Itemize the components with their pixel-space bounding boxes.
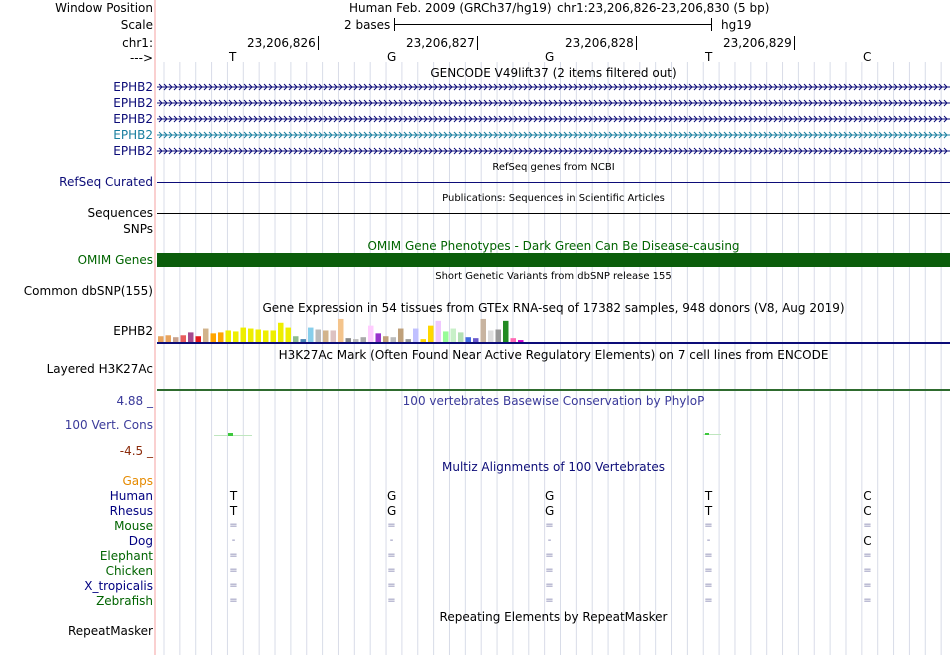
species-label-elephant[interactable]: Elephant: [99, 549, 153, 563]
base-2: G: [387, 50, 397, 64]
coord-4: 23,206,829: [723, 36, 795, 50]
base-1: T: [229, 50, 237, 64]
transcript-2: [157, 100, 950, 106]
alignment-base: G: [387, 489, 397, 503]
gene-label-1[interactable]: EPHB2: [113, 80, 153, 94]
alignment-base: =: [229, 520, 238, 531]
coord-3: 23,206,828: [565, 36, 637, 50]
gtex-bar-25: [338, 319, 344, 342]
sequences-line[interactable]: [157, 213, 950, 214]
gene-label-4[interactable]: EPHB2: [113, 128, 153, 142]
scale-label: Scale: [120, 18, 153, 32]
alignment-base: G: [545, 489, 555, 503]
alignment-base: C: [863, 534, 872, 548]
scale-text: 2 bases: [344, 18, 391, 32]
publications-track-title[interactable]: Publications: Sequences in Scientific Articles: [442, 193, 665, 204]
coord-2: 23,206,827: [406, 36, 478, 50]
gtex-bar-29: [368, 326, 374, 342]
alignment-base: =: [545, 580, 554, 591]
alignment-base: =: [229, 550, 238, 561]
species-label-chicken[interactable]: Chicken: [105, 564, 153, 578]
alignment-base: =: [229, 565, 238, 576]
gtex-bar-33: [398, 329, 404, 342]
window-position-text: chr1:23,206,826-23,206,830 (5 bp): [557, 1, 770, 15]
h3k27ac-signal[interactable]: [157, 389, 950, 391]
alignment-base: -: [547, 535, 552, 546]
transcript-5: [157, 148, 950, 154]
phylop-peak-1: [228, 433, 233, 436]
species-label-zebrafish[interactable]: Zebrafish: [96, 594, 153, 608]
base-4: T: [705, 50, 713, 64]
snps-label[interactable]: SNPs: [123, 222, 153, 236]
gtex-bar-45: [488, 330, 494, 342]
gtex-bar-35: [413, 329, 419, 342]
strand-label: --->: [129, 51, 153, 65]
gtex-bar-11: [233, 331, 239, 342]
alignment-base: =: [863, 520, 872, 531]
alignment-base: T: [229, 504, 238, 518]
transcript-3: [157, 116, 950, 122]
alignment-base: -: [706, 535, 711, 546]
alignment-base: =: [545, 595, 554, 606]
gtex-bar-14: [256, 330, 262, 343]
alignment-base: =: [863, 580, 872, 591]
species-label-human[interactable]: Human: [109, 489, 153, 503]
refseq-line[interactable]: [157, 182, 950, 183]
gtex-bar-12: [241, 328, 247, 342]
species-label-x_tropicalis[interactable]: X_tropicalis: [84, 579, 153, 593]
phylop-peak-2: [705, 433, 709, 435]
alignment-base: G: [387, 504, 397, 518]
alignment-base: =: [387, 580, 396, 591]
alignment-base: T: [704, 504, 713, 518]
alignment-base: =: [229, 580, 238, 591]
gtex-bar-22: [316, 330, 322, 343]
species-label-rhesus[interactable]: Rhesus: [109, 504, 153, 518]
alignment-base: -: [231, 535, 236, 546]
db-name: hg19: [721, 18, 752, 32]
gtex-bar-17: [278, 323, 284, 342]
gtex-bar-4: [181, 335, 187, 342]
gtex-bar-47: [503, 321, 509, 342]
gtex-bar-13: [248, 329, 254, 342]
cons-max-label: 4.88 _: [116, 394, 153, 408]
omim-label[interactable]: OMIM Genes: [77, 253, 153, 267]
gtex-bar-40: [451, 329, 457, 342]
chr-label: chr1:: [122, 36, 153, 50]
phylop-signal-1: [214, 435, 252, 436]
window-position-label: Window Position: [55, 1, 153, 15]
transcript-1: [157, 84, 950, 90]
gene-label-2[interactable]: EPHB2: [113, 96, 153, 110]
scale-bar-right-tick: [711, 18, 712, 31]
assembly-title: Human Feb. 2009 (GRCh37/hg19): [349, 1, 552, 15]
base-5: C: [863, 50, 872, 64]
gtex-bar-18: [286, 328, 292, 342]
species-label-dog[interactable]: Dog: [128, 534, 153, 548]
h3k27ac-label[interactable]: Layered H3K27Ac: [46, 362, 153, 376]
gtex-bar-16: [271, 330, 277, 342]
alignment-base: =: [863, 550, 872, 561]
repeatmasker-track-title[interactable]: Repeating Elements by RepeatMasker: [439, 610, 668, 624]
transcript-4: [157, 132, 950, 138]
gene-label-5[interactable]: EPHB2: [113, 144, 153, 158]
alignment-base: =: [704, 595, 713, 606]
coord-1: 23,206,826: [247, 36, 319, 50]
scale-bar: [394, 24, 712, 25]
alignment-base: =: [863, 565, 872, 576]
phylop-track-title[interactable]: 100 vertebrates Basewise Conservation by PhyloP: [402, 394, 705, 408]
h3k27ac-track-title[interactable]: H3K27Ac Mark (Often Found Near Active Regulatory Elements) on 7 cell lines from ENCODE: [278, 348, 829, 362]
sequences-label[interactable]: Sequences: [87, 206, 153, 220]
alignment-base: =: [545, 565, 554, 576]
base-3: G: [545, 50, 555, 64]
omim-track-title[interactable]: OMIM Gene Phenotypes - Dark Green Can Be Disease-causing: [367, 239, 740, 253]
gtex-gene-label[interactable]: EPHB2: [113, 324, 153, 338]
gtex-bar-37: [428, 326, 434, 342]
alignment-base: T: [704, 489, 713, 503]
gtex-bar-23: [323, 330, 329, 342]
alignment-base: C: [863, 504, 872, 518]
alignment-base: =: [704, 550, 713, 561]
gtex-bar-7: [203, 329, 209, 342]
dbsnp-label[interactable]: Common dbSNP(155): [23, 284, 153, 298]
cons-min-label: -4.5 _: [119, 444, 153, 458]
alignment-base: C: [863, 489, 872, 503]
alignment-base: =: [704, 520, 713, 531]
gtex-bar-24: [331, 330, 337, 342]
multiz-track-title[interactable]: Multiz Alignments of 100 Vertebrates: [441, 460, 666, 474]
gene-label-3[interactable]: EPHB2: [113, 112, 153, 126]
scale-bar-left-tick: [394, 18, 395, 31]
species-label-mouse[interactable]: Mouse: [114, 519, 153, 533]
gtex-bar-8: [211, 333, 217, 342]
gencode-transcripts[interactable]: [157, 80, 950, 158]
gtex-bar-10: [226, 330, 232, 342]
omim-bar[interactable]: [157, 253, 950, 267]
alignment-base: -: [389, 535, 394, 546]
alignment-base: =: [387, 520, 396, 531]
gtex-bar-38: [436, 321, 442, 342]
alignment-base: =: [863, 595, 872, 606]
gencode-track-title[interactable]: GENCODE V49lift37 (2 items filtered out): [430, 66, 677, 80]
alignment-base: =: [704, 580, 713, 591]
alignment-base: =: [704, 565, 713, 576]
gtex-bar-chart[interactable]: [157, 317, 557, 343]
alignment-base: =: [229, 595, 238, 606]
cons-label[interactable]: 100 Vert. Cons: [64, 418, 153, 432]
gtex-bar-5: [188, 332, 194, 342]
refseq-label[interactable]: RefSeq Curated: [59, 175, 153, 189]
gtex-bar-41: [458, 332, 464, 342]
alignment-base: G: [545, 504, 555, 518]
gtex-bar-30: [376, 333, 382, 342]
dbsnp-track-title[interactable]: Short Genetic Variants from dbSNP release 155: [435, 271, 672, 282]
gtex-bar-15: [263, 330, 269, 342]
alignment-base: T: [229, 489, 238, 503]
alignment-base: =: [545, 550, 554, 561]
gtex-bar-2: [166, 335, 172, 342]
gtex-bar-39: [443, 331, 449, 342]
gtex-bar-9: [218, 332, 224, 342]
refseq-track-title[interactable]: RefSeq genes from NCBI: [492, 162, 615, 173]
alignment-base: =: [387, 565, 396, 576]
gtex-bar-46: [496, 330, 502, 343]
gtex-baseline: [157, 342, 950, 344]
gaps-label[interactable]: Gaps: [122, 474, 153, 488]
alignment-base: =: [545, 520, 554, 531]
alignment-base: =: [387, 595, 396, 606]
gtex-bar-21: [308, 328, 314, 342]
repeatmasker-label[interactable]: RepeatMasker: [67, 624, 153, 638]
gtex-track-title[interactable]: Gene Expression in 54 tissues from GTEx RNA-seq of 17382 samples, 948 donors (V8, Aug 2019): [262, 301, 845, 315]
alignment-base: =: [387, 550, 396, 561]
gtex-bar-44: [481, 319, 487, 342]
